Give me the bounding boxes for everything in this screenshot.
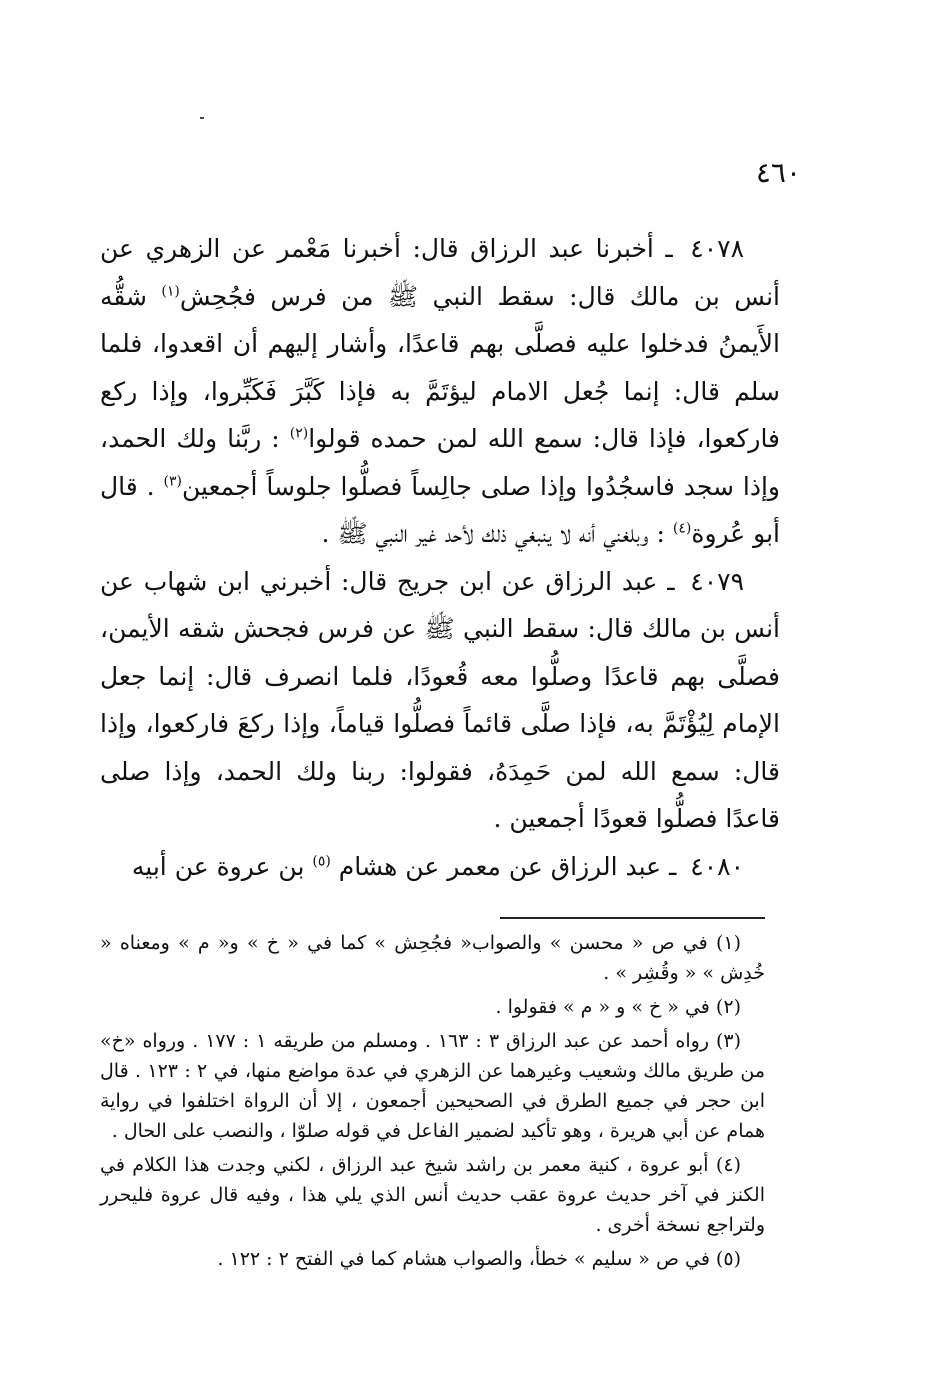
footnote-ref[interactable]: (٥) bbox=[312, 853, 331, 870]
hadith-text-part: بن عروة عن أبيه bbox=[131, 851, 305, 881]
footnote-ref[interactable]: (١) bbox=[161, 283, 180, 300]
footnote-ref[interactable]: (٤) bbox=[672, 520, 692, 537]
footnotes bbox=[100, 928, 765, 1278]
main-text bbox=[100, 225, 780, 890]
hadith-number: ٤٠٨٠ bbox=[690, 851, 744, 881]
hadith-number: ٤٠٧٨ bbox=[690, 234, 744, 263]
hadith-text: ـ عبد الرزاق عن ابن جريج قال: أخبرني ابن شهاب عن أنس بن مالك قال: سقط النبي ﷺ عن فرس فجحش شقه الأيمن، فصلَّى بهم قاعدًا وصلُّوا معه قُعودًا، فلما انصرف قال: إنما جعل الإمام لِيُؤْتَمَّ به، فإذا صلَّى قائماً فصلُّوا قياماً، وإذا ركعَ فاركعوا، وإذا قال: سمع الله لمن حَمِدَهُ، فقولوا: ربنا ولك الحمد، وإذا صلى قاعدًا فصلُّوا قعودًا أجمعين . bbox=[100, 566, 780, 833]
footnote-divider bbox=[500, 917, 765, 919]
footnote-3: (٣) رواه أحمد عن عبد الرزاق ٣ : ١٦٣ . ومسلم من طريقه ١ : ١٧٧ . ورواه «خ» من طريق مالك وشعيب وغيرهما عن الزهري في عدة مواضع منها، في ٢ : ١٢٣ . قال ابن حجر في جميع الطرق في الصحيحين أجمعون ، إلا أن الرواة اختلفوا في رواية همام عن أبي هريرة ، وهو تأكيد لضمير الفاعل في قوله صلوّا ، والنصب على الحال . bbox=[100, 1030, 765, 1142]
footnote-2: (٢) في « خ » و « م » فقولوا . bbox=[495, 996, 741, 1018]
hadith-4078 bbox=[100, 225, 780, 558]
hadith-text-part: : ربَّنا ولك الحمد، وإذا سجد فاسجُدُوا وإذا صلى جالِساً فصلُّوا جلوساً أجمعين bbox=[100, 424, 780, 501]
footnote-ref[interactable]: (٢) bbox=[289, 425, 309, 442]
scan-speck bbox=[200, 117, 204, 119]
footnote-ref[interactable]: (٣) bbox=[163, 473, 182, 490]
footnote-1: (١) في ص « محسن » والصواب« فجُحِش » كما في « خ » و« م » ومعناه « خُدِش » « وقُشِر » . bbox=[100, 932, 765, 984]
hadith-number: ٤٠٧٩ bbox=[690, 566, 744, 596]
hadith-text-part: : وبلغني أنه لا ينبغي ذلك لأحد غير النبي ﷺ . bbox=[321, 519, 665, 548]
footnote-5: (٥) في ص « سليم » خطأ، والصواب هشام كما في الفتح ٢ : ١٢٢ . bbox=[217, 1248, 741, 1270]
hadith-text-part: . قال أبو عُروة bbox=[100, 471, 780, 548]
hadith-text-part: ـ أخبرنا عبد الرزاق قال: أخبرنا مَعْمر عن الزهري عن أنس بن مالك قال: سقط النبي ﷺ من فرس فجُحِش bbox=[100, 234, 780, 311]
page-number: ٤٦٠ bbox=[755, 156, 801, 189]
hadith-text-part: شقُّه الأَيمنُ فدخلوا عليه فصلَّى بهم قاعدًا، وأشار إليهم أن اقعدوا، فلما سلم قال: إنما جُعل الامام ليؤتَمَّ به فإذا كَبَّرَ فَكَبِّروا، وإذا ركع فاركعوا، فإذا قال: سمع الله لمن حمده قولوا bbox=[100, 281, 781, 453]
hadith-4080 bbox=[100, 843, 780, 891]
hadith-4079 bbox=[100, 558, 780, 843]
footnote-4: (٤) أبو عروة ، كنية معمر بن راشد شيخ عبد الرزاق ، لكني وجدت هذا الكلام في الكنز في آخر حديث عروة عقب حديث أنس الذي يلي هذا ، وفيه قال عروة فليحرر ولتراجع نسخة أخرى . bbox=[100, 1154, 765, 1236]
hadith-text-part: ـ عبد الرزاق عن معمر عن هشام bbox=[338, 851, 677, 881]
